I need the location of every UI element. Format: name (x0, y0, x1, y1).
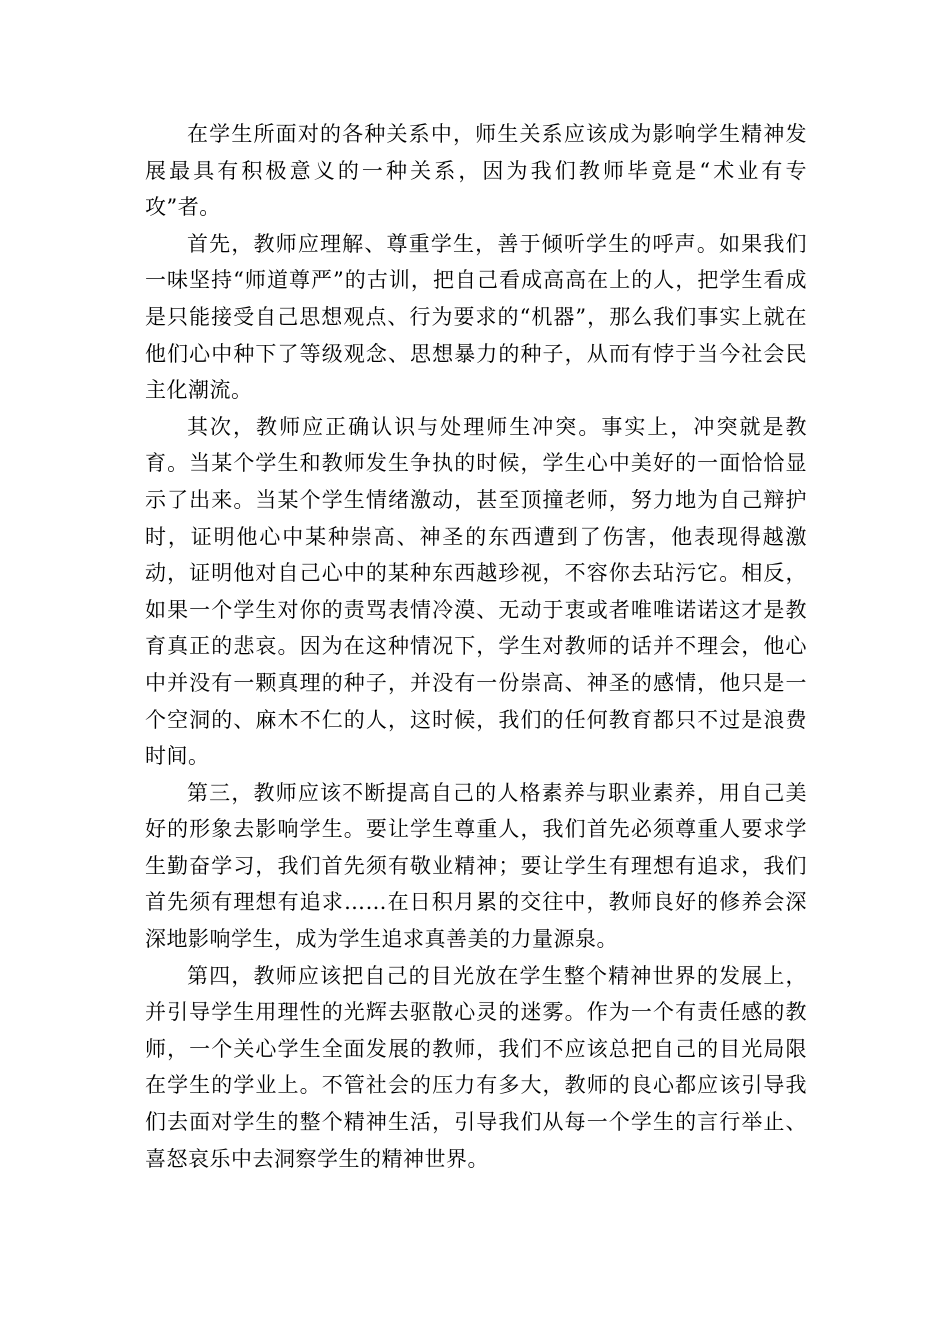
paragraph-first: 首先，教师应理解、尊重学生，善于倾听学生的呼声。如果我们一味坚持“师道尊严”的古训，把自己看成高高在上的人，把学生看成是只能接受自己思想观点、行为要求的“机器”，那么我们事实上就在他们心中种下了等级观念、思想暴力的种子，从而有悖于当今社会民主化潮流。 (145, 231, 807, 403)
paragraph-fourth: 第四，教师应该把自己的目光放在学生整个精神世界的发展上，并引导学生用理性的光辉去驱散心灵的迷雾。作为一个有责任感的教师，一个关心学生全面发展的教师，我们不应该总把自己的目光局限在学生的学业上。不管社会的压力有多大，教师的良心都应该引导我们去面对学生的整个精神生活，引导我们从每一个学生的言行举止、喜怒哀乐中去洞察学生的精神世界。 (145, 963, 807, 1171)
paragraph-third: 第三，教师应该不断提高自己的人格素养与职业素养，用自己美好的形象去影响学生。要让学生尊重人，我们首先必须尊重人要求学生勤奋学习，我们首先须有敬业精神；要让学生有理想有追求，我们首先须有理想有追求……在日积月累的交往中，教师良好的修养会深深地影响学生，成为学生追求真善美的力量源泉。 (145, 780, 807, 952)
document-body (145, 116, 807, 1177)
paragraph-intro: 在学生所面对的各种关系中，师生关系应该成为影响学生精神发展最具有积极意义的一种关系，因为我们教师毕竟是“术业有专攻”者。 (145, 122, 807, 220)
paragraph-second: 其次，教师应正确认识与处理师生冲突。事实上，冲突就是教育。当某个学生和教师发生争执的时候，学生心中美好的一面恰恰显示了出来。当某个学生情绪激动，甚至顶撞老师，努力地为自己辩护时，证明他心中某种崇高、神圣的东西遭到了伤害，他表现得越激动，证明他对自己心中的某种东西越珍视，不容你去玷污它。相反，如果一个学生对你的责骂表情冷漠、无动于衷或者唯唯诺诺这才是教育真正的悲哀。因为在这种情况下，学生对教师的话并不理会，他心中并没有一颗真理的种子，并没有一份崇高、神圣的感情，他只是一个空洞的、麻木不仁的人，这时候，我们的任何教育都只不过是浪费时间。 (145, 414, 807, 769)
